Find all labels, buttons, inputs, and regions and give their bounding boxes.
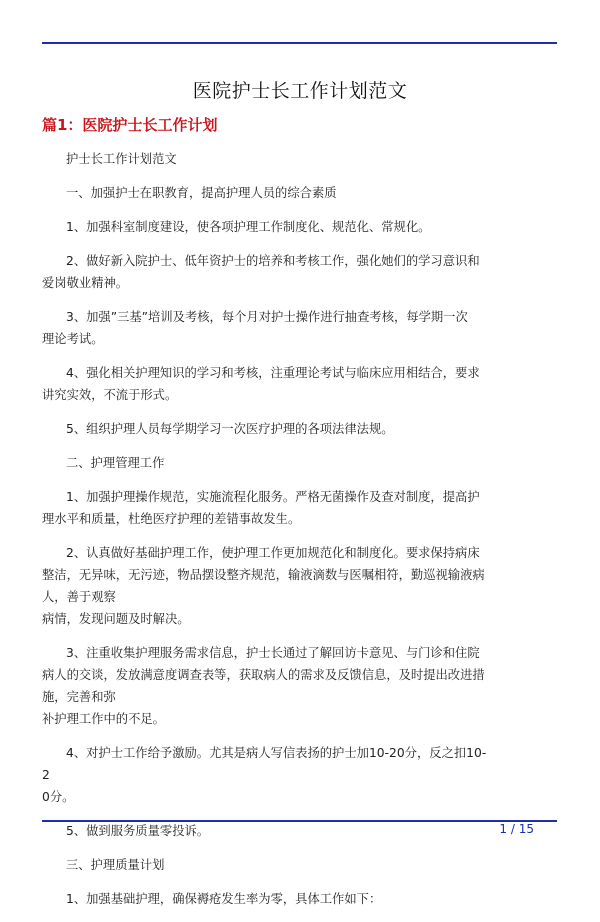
paragraph-line: 二、护理管理工作 <box>66 456 165 470</box>
paragraph-line: 5、组织护理人员每学期学习一次医疗护理的各项法律法规。 <box>66 422 394 436</box>
paragraph-line: 3、加强”三基”培训及考核，每个月对护士操作进行抽查考核，每学期一次 <box>66 310 468 324</box>
paragraph-line: 病情，发现问题及时解决。 <box>42 612 190 626</box>
paragraph-line: 病人的交谈，发放满意度调查表等，获取病人的需求及反馈信息，及时提出改进措施，完善和弥 <box>42 668 485 704</box>
paragraph <box>42 250 487 294</box>
paragraph-line: 1、加强科室制度建设，使各项护理工作制度化、规范化、常规化。 <box>66 220 431 234</box>
paragraph-line: 0分。 <box>42 790 75 804</box>
paragraph <box>42 742 487 808</box>
paragraph <box>42 642 487 730</box>
paragraph-line: 4、强化相关护理知识的学习和考核，注重理论考试与临床应用相结合，要求 <box>66 366 480 380</box>
paragraph-line: 4、对护士工作给予激励。尤其是病人写信表扬的护士加10-20分，反之扣10-2 <box>42 746 487 782</box>
paragraph-line: 2、认真做好基础护理工作，使护理工作更加规范化和制度化。要求保持病床 <box>66 546 480 560</box>
paragraph <box>42 854 487 876</box>
paragraph-line: 1、加强护理操作规范，实施流程化服务。严格无菌操作及查对制度，提高护 <box>66 490 480 504</box>
page-number: 1 / 15 <box>499 822 534 836</box>
paragraph-line: 5、做到服务质量零投诉。 <box>66 824 210 838</box>
paragraph-line: 补护理工作中的不足。 <box>42 712 165 726</box>
section-heading: 篇1：医院护士长工作计划 <box>42 116 218 134</box>
paragraph <box>42 362 487 406</box>
paragraph <box>42 542 487 630</box>
paragraph-line: 3、注重收集护理服务需求信息，护士长通过了解回访卡意见、与门诊和住院 <box>66 646 480 660</box>
paragraph-line: 2、做好新入院护士、低年资护士的培养和考核工作，强化她们的学习意识和 <box>66 254 480 268</box>
header-rule <box>42 42 557 44</box>
paragraph-line: 1、加强基础护理，确保褥疮发生率为零，具体工作如下： <box>66 892 382 906</box>
paragraph-line: 讲究实效，不流于形式。 <box>42 388 178 402</box>
paragraph <box>42 216 487 238</box>
paragraph-line: 护士长工作计划范文 <box>66 152 177 166</box>
paragraph <box>42 820 487 842</box>
footer-rule <box>42 820 557 822</box>
paragraph-line: 理水平和质量，杜绝医疗护理的差错事故发生。 <box>42 512 301 526</box>
paragraph <box>42 452 487 474</box>
paragraph <box>42 418 487 440</box>
document-title: 医院护士长工作计划范文 <box>192 80 408 102</box>
paragraph-line: 爱岗敬业精神。 <box>42 276 129 290</box>
paragraph <box>42 306 487 350</box>
document-body <box>42 148 487 922</box>
paragraph <box>42 888 487 910</box>
paragraph <box>42 486 487 530</box>
paragraph-line: 一、加强护士在职教育，提高护理人员的综合素质 <box>66 186 337 200</box>
paragraph <box>42 148 487 170</box>
paragraph-line: 理论考试。 <box>42 332 104 346</box>
paragraph-line: 三、护理质量计划 <box>66 858 165 872</box>
paragraph <box>42 182 487 204</box>
paragraph-line: 整洁，无异味，无污迹，物品摆设整齐规范，输液滴数与医嘱相符，勤巡视输液病人，善于观察 <box>42 568 485 604</box>
